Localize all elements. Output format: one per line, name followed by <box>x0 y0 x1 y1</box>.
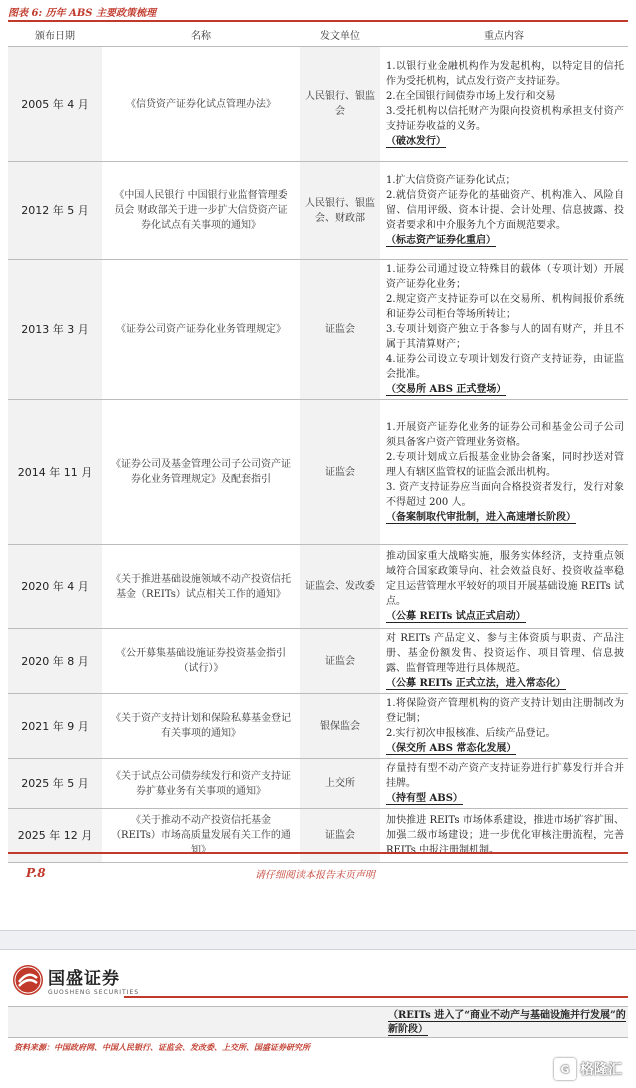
row-date: 2020 年 8 月 <box>8 629 102 694</box>
row-content <box>380 47 628 162</box>
table-row <box>8 545 628 629</box>
row-name: 《证券公司资产证券化业务管理规定》 <box>102 260 300 400</box>
policy-table <box>8 22 628 863</box>
header-name: 名称 <box>102 22 300 47</box>
row-date: 2020 年 4 月 <box>8 545 102 629</box>
content-line: 1.开展资产证券化业务的证券公司和基金公司子公司须具备客户资产管理业务资格。 <box>386 421 624 448</box>
table-header-row <box>8 22 628 47</box>
row-issuer: 证监会 <box>300 629 380 694</box>
row-content <box>380 162 628 260</box>
header-rule <box>124 996 628 998</box>
row-date: 2014 年 11 月 <box>8 400 102 545</box>
row-name: 《关于推进基础设施领域不动产投资信托基金（REITs）试点相关工作的通知》 <box>102 545 300 629</box>
content-line: 1.扩大信贷资产证券化试点； <box>386 175 516 186</box>
content-highlight <box>386 510 624 525</box>
row-content <box>380 545 628 629</box>
company-logo <box>12 964 139 996</box>
page-break <box>0 930 636 950</box>
table-continuation-row <box>8 1006 628 1038</box>
highlight-text: （持有型 ABS） <box>386 793 463 804</box>
row-date: 2025 年 5 月 <box>8 759 102 809</box>
content-line: 2.规定资产支持证券可以在交易所、机构间报价系统和证券公司柜台等场所转让； <box>386 294 624 320</box>
table-row <box>8 162 628 260</box>
row-issuer: 人民银行、银监会 <box>300 47 380 162</box>
row-issuer: 证监会 <box>300 260 380 400</box>
row-name: 《证券公司及基金管理公司子公司资产证券化业务管理规定》及配套指引 <box>102 400 300 545</box>
table-row <box>8 47 628 162</box>
content-line: 2.专项计划成立后报基金业协会备案，同时抄送对管理人有辖区监管权的证监会派出机构。 <box>386 451 624 478</box>
content-line: 1.以银行业金融机构作为发起机构，以特定目的信托作为受托机构，试点发行资产支持证券。 <box>386 61 624 87</box>
content-highlight <box>386 233 624 248</box>
watermark <box>554 1058 622 1080</box>
table-row <box>8 809 628 863</box>
row-name: 《公开募集基础设施证券投资基金指引（试行）》 <box>102 629 300 694</box>
table-row <box>8 260 628 400</box>
highlight-text: （公募 REITs 正式立法，进入常态化） <box>386 678 566 689</box>
table-row <box>8 759 628 809</box>
continuation-highlight: （REITs 进入了“商业不动产与基础设施并行发展”的新阶段） <box>388 1010 626 1035</box>
row-name: 《关于资产支持计划和保险私募基金登记有关事项的通知》 <box>102 694 300 759</box>
content-line: 3. 资产支持证券应当面向合格投资者发行，发行对象不得超过 200 人。 <box>386 481 624 508</box>
logo-english: GUOSHENG SECURITIES <box>48 989 140 996</box>
logo-name: 国盛证券 <box>48 969 120 989</box>
highlight-text: （公募 REITs 试点正式启动） <box>386 611 526 622</box>
figure-caption: 图表 6: 历年 ABS 主要政策梳理 <box>8 8 157 19</box>
row-date: 2005 年 4 月 <box>8 47 102 162</box>
row-content <box>380 694 628 759</box>
content-highlight <box>386 609 624 624</box>
row-content <box>380 809 628 863</box>
content-line: 对 REITs 产品定义、参与主体资质与职责、产品注册、基金份额发售、投资运作、项目管理、信息披露、监督管理等进行具体规范。 <box>386 633 624 674</box>
content-highlight <box>386 134 624 149</box>
header-date: 颁布日期 <box>8 22 102 47</box>
row-issuer: 人民银行、银监会、财政部 <box>300 162 380 260</box>
content-line: 2.实行初次申报核准、后续产品登记。 <box>386 728 556 739</box>
highlight-text: （保交所 ABS 常态化发展） <box>386 743 517 754</box>
watermark-logo-icon: G <box>554 1058 576 1080</box>
table-row <box>8 400 628 545</box>
row-date: 2021 年 9 月 <box>8 694 102 759</box>
row-date: 2012 年 5 月 <box>8 162 102 260</box>
content-line: 推动国家重大战略实施，服务实体经济，支持重点领域符合国家政策导向、社会效益良好、投资收益率稳定且运营管理水平较好的项目开展基础设施 REITs 试点。 <box>386 551 624 607</box>
row-issuer: 证监会 <box>300 809 380 863</box>
content-highlight <box>386 741 624 756</box>
row-content <box>380 629 628 694</box>
footer-rule <box>8 852 628 854</box>
content-highlight <box>386 382 624 397</box>
guosheng-logo-icon <box>12 964 44 996</box>
table-row <box>8 694 628 759</box>
row-content <box>380 260 628 400</box>
content-line: 3.专项计划资产独立于各参与人的固有财产，并且不属于其清算财产； <box>386 324 624 350</box>
header-content: 重点内容 <box>380 22 628 47</box>
row-name: 《中国人民银行 中国银行业监督管理委员会 财政部关于进一步扩大信贷资产证券化试点有关事项的通知》 <box>102 162 300 260</box>
row-name: 《信贷资产证券化试点管理办法》 <box>102 47 300 162</box>
disclaimer: 请仔细阅读本报告末页声明 <box>255 870 375 881</box>
highlight-text: （备案制取代审批制，进入高速增长阶段） <box>386 511 576 523</box>
content-line: 加快推进 REITs 市场体系建设，推进市场扩容扩围、加强二级市场建设；进一步优化审核注册流程，完善 REITs 中报注册制机制。 <box>386 815 624 856</box>
content-highlight <box>386 676 624 691</box>
row-issuer: 证监会 <box>300 400 380 545</box>
content-line: 1.证券公司通过设立特殊目的载体（专项计划）开展资产证券化业务； <box>386 264 624 290</box>
row-date: 2025 年 12 月 <box>8 809 102 863</box>
content-line: 4.证券公司设立专项计划发行资产支持证券，由证监会批准。 <box>386 354 624 380</box>
highlight-text: （交易所 ABS 正式登场） <box>386 384 507 395</box>
row-date: 2013 年 3 月 <box>8 260 102 400</box>
row-content <box>380 759 628 809</box>
content-line: 1.将保险资产管理机构的资产支持计划由注册制改为登记制； <box>386 698 624 724</box>
table-body <box>8 47 628 863</box>
highlight-text: （破冰发行） <box>386 136 446 147</box>
highlight-text: （标志资产证券化重启） <box>386 235 496 246</box>
page-number: P.8 <box>26 866 46 880</box>
content-line: 2.就信贷资产证券化的基础资产、机构准入、风险自留、信用评级、资本计提、会计处理、信息披露、投资者要求和中介服务九个方面规范要求。 <box>386 190 624 231</box>
row-issuer: 上交所 <box>300 759 380 809</box>
row-issuer: 证监会、发改委 <box>300 545 380 629</box>
content-highlight <box>386 791 624 806</box>
source-note: 资料来源：中国政府网、中国人民银行、证监会、发改委、上交所、国盛证券研究所 <box>14 1042 310 1052</box>
row-issuer: 银保监会 <box>300 694 380 759</box>
table-row <box>8 629 628 694</box>
row-content <box>380 400 628 545</box>
content-line: 3.受托机构以信托财产为限向投资机构承担支付资产支持证券收益的义务。 <box>386 106 624 132</box>
watermark-text: 格隆汇 <box>580 1062 622 1078</box>
header-issuer: 发文单位 <box>300 22 380 47</box>
content-line: 2.在全国银行间债券市场上发行和交易 <box>386 91 556 102</box>
content-line: 存量持有型不动产资产支持证券进行扩募发行并合并挂牌。 <box>386 763 624 789</box>
row-name: 《关于试点公司债券续发行和资产支持证券扩募业务有关事项的通知》 <box>102 759 300 809</box>
row-name: 《关于推动不动产投资信托基金（REITs）市场高质量发展有关工作的通知》 <box>102 809 300 863</box>
